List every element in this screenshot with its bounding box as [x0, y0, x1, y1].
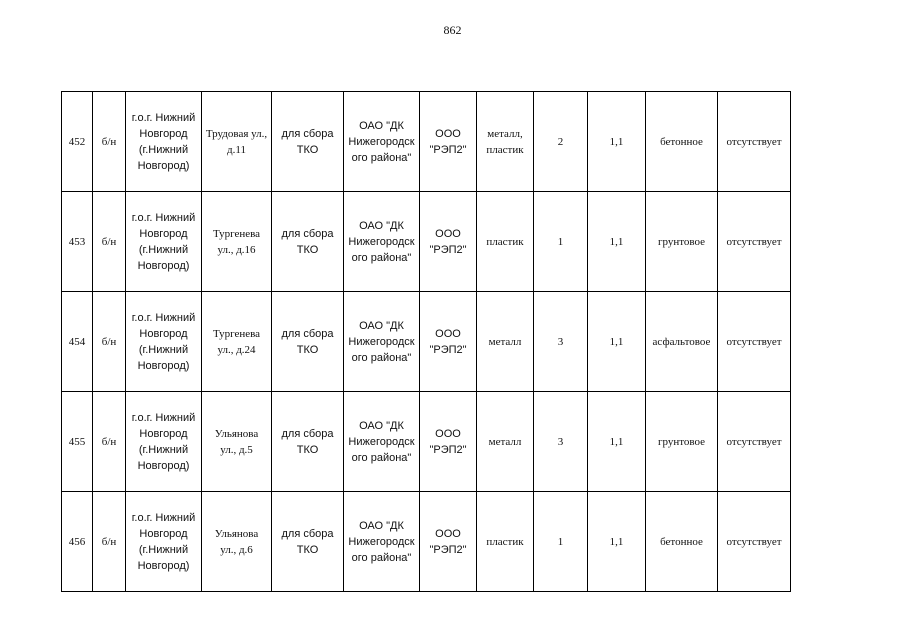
cell-doc: б/н [93, 92, 126, 192]
cell-index: 453 [62, 192, 93, 292]
cell-operator [420, 192, 477, 292]
cell-material [477, 192, 534, 292]
cell-operator-line: "РЭП2" [429, 343, 467, 356]
cell-operator-line: ООО [435, 227, 461, 240]
cell-owner-line: Нижегородск [348, 335, 415, 348]
cell-index: 454 [62, 292, 93, 392]
cell-settlement [126, 492, 202, 592]
cell-address-line: Тургенева [212, 227, 261, 240]
cell-operator [420, 392, 477, 492]
cell-owner-line: ого района" [351, 251, 412, 264]
cell-surface: бетонное [646, 92, 718, 192]
cell-operator-line: "РЭП2" [429, 243, 467, 256]
cell-material [477, 92, 534, 192]
cell-purpose [272, 92, 344, 192]
cell-material-line: металл, [487, 127, 523, 140]
cell-settlement-line: г.о.г. Нижний [131, 211, 196, 224]
cell-settlement-line: (г.Нижний [138, 243, 189, 256]
cell-surface: грунтовое [646, 192, 718, 292]
cell-address [202, 492, 272, 592]
cell-owner [344, 392, 420, 492]
cell-purpose-line: ТКО [296, 343, 319, 356]
cell-operator-line: ООО [435, 127, 461, 140]
page-number: 862 [443, 23, 462, 37]
cell-doc: б/н [93, 192, 126, 292]
cell-owner-line: ОАО "ДК [359, 319, 404, 332]
cell-operator-line: "РЭП2" [429, 543, 467, 556]
cell-fence: отсутствует [718, 92, 791, 192]
cell-purpose [272, 492, 344, 592]
cell-address [202, 392, 272, 492]
cell-settlement-line: (г.Нижний [138, 343, 189, 356]
cell-settlement [126, 192, 202, 292]
table-row [62, 192, 791, 292]
cell-settlement-line: (г.Нижний [138, 543, 189, 556]
cell-count: 3 [534, 392, 588, 492]
cell-owner [344, 92, 420, 192]
cell-settlement-line: Новгород) [137, 359, 190, 372]
cell-volume: 1,1 [588, 392, 646, 492]
cell-address-line: Трудовая ул., [205, 127, 268, 140]
cell-address-line: ул., д.6 [220, 543, 253, 556]
cell-owner-line: ОАО "ДК [359, 419, 404, 432]
cell-operator-line: ООО [435, 527, 461, 540]
cell-owner-line: ого района" [351, 451, 412, 464]
cell-count: 3 [534, 292, 588, 392]
cell-settlement-line: г.о.г. Нижний [131, 511, 196, 524]
cell-purpose [272, 192, 344, 292]
cell-settlement [126, 392, 202, 492]
cell-settlement-line: г.о.г. Нижний [131, 411, 196, 424]
cell-operator [420, 92, 477, 192]
cell-owner [344, 492, 420, 592]
cell-operator [420, 292, 477, 392]
cell-address [202, 92, 272, 192]
cell-owner-line: ОАО "ДК [359, 519, 404, 532]
cell-purpose [272, 392, 344, 492]
cell-purpose-line: для сбора [281, 327, 334, 340]
table-row [62, 492, 791, 592]
cell-owner-line: ого района" [351, 351, 412, 364]
cell-doc: б/н [93, 292, 126, 392]
cell-address-line: ул., д.16 [217, 243, 256, 256]
table-row [62, 292, 791, 392]
cell-operator-line: "РЭП2" [429, 443, 467, 456]
cell-material-line: пластик [486, 535, 524, 548]
cell-purpose-line: для сбора [281, 527, 334, 540]
cell-material [477, 292, 534, 392]
cell-material [477, 492, 534, 592]
cell-purpose-line: для сбора [281, 427, 334, 440]
cell-settlement-line: (г.Нижний [138, 443, 189, 456]
cell-index: 456 [62, 492, 93, 592]
cell-operator-line: "РЭП2" [429, 143, 467, 156]
table-row [62, 392, 791, 492]
cell-doc: б/н [93, 392, 126, 492]
cell-address-line: ул., д.5 [220, 443, 253, 456]
cell-count: 1 [534, 192, 588, 292]
registry-table [61, 91, 791, 592]
cell-settlement-line: Новгород) [137, 259, 190, 272]
cell-operator-line: ООО [435, 427, 461, 440]
cell-settlement-line: Новгород [139, 127, 188, 140]
cell-index: 452 [62, 92, 93, 192]
cell-owner-line: Нижегородск [348, 535, 415, 548]
cell-purpose [272, 292, 344, 392]
cell-material-line: пластик [486, 143, 524, 156]
cell-owner-line: ого района" [351, 551, 412, 564]
cell-address-line: ул., д.24 [217, 343, 256, 356]
cell-owner-line: Нижегородск [348, 135, 415, 148]
cell-operator [420, 492, 477, 592]
cell-volume: 1,1 [588, 292, 646, 392]
cell-purpose-line: ТКО [296, 243, 319, 256]
cell-operator-line: ООО [435, 327, 461, 340]
cell-material-line: пластик [486, 235, 524, 248]
cell-volume: 1,1 [588, 492, 646, 592]
cell-surface: бетонное [646, 492, 718, 592]
cell-material-line: металл [488, 435, 522, 448]
cell-address-line: Ульянова [214, 427, 259, 440]
table-body [62, 92, 791, 592]
cell-settlement-line: (г.Нижний [138, 143, 189, 156]
cell-address [202, 192, 272, 292]
cell-count: 2 [534, 92, 588, 192]
cell-owner-line: ОАО "ДК [359, 219, 404, 232]
cell-address-line: Тургенева [212, 327, 261, 340]
cell-count: 1 [534, 492, 588, 592]
cell-settlement [126, 92, 202, 192]
cell-surface: грунтовое [646, 392, 718, 492]
cell-purpose-line: для сбора [281, 127, 334, 140]
cell-owner [344, 292, 420, 392]
cell-owner-line: ого района" [351, 151, 412, 164]
cell-doc: б/н [93, 492, 126, 592]
cell-settlement-line: г.о.г. Нижний [131, 311, 196, 324]
table-row [62, 92, 791, 192]
cell-purpose-line: ТКО [296, 143, 319, 156]
cell-owner-line: Нижегородск [348, 435, 415, 448]
cell-purpose-line: для сбора [281, 227, 334, 240]
cell-settlement-line: Новгород) [137, 159, 190, 172]
cell-purpose-line: ТКО [296, 443, 319, 456]
cell-address-line: д.11 [227, 143, 246, 156]
cell-address [202, 292, 272, 392]
cell-material-line: металл [488, 335, 522, 348]
cell-fence: отсутствует [718, 292, 791, 392]
cell-fence: отсутствует [718, 392, 791, 492]
cell-settlement-line: Новгород) [137, 459, 190, 472]
cell-settlement-line: Новгород [139, 327, 188, 340]
cell-purpose-line: ТКО [296, 543, 319, 556]
cell-settlement-line: Новгород [139, 427, 188, 440]
cell-settlement-line: г.о.г. Нижний [131, 111, 196, 124]
cell-settlement [126, 292, 202, 392]
cell-surface: асфальтовое [646, 292, 718, 392]
cell-owner-line: Нижегородск [348, 235, 415, 248]
cell-settlement-line: Новгород [139, 227, 188, 240]
cell-volume: 1,1 [588, 92, 646, 192]
cell-material [477, 392, 534, 492]
cell-fence: отсутствует [718, 192, 791, 292]
cell-address-line: Ульянова [214, 527, 259, 540]
cell-volume: 1,1 [588, 192, 646, 292]
cell-owner-line: ОАО "ДК [359, 119, 404, 132]
cell-fence: отсутствует [718, 492, 791, 592]
cell-settlement-line: Новгород) [137, 559, 190, 572]
cell-owner [344, 192, 420, 292]
cell-index: 455 [62, 392, 93, 492]
cell-settlement-line: Новгород [139, 527, 188, 540]
